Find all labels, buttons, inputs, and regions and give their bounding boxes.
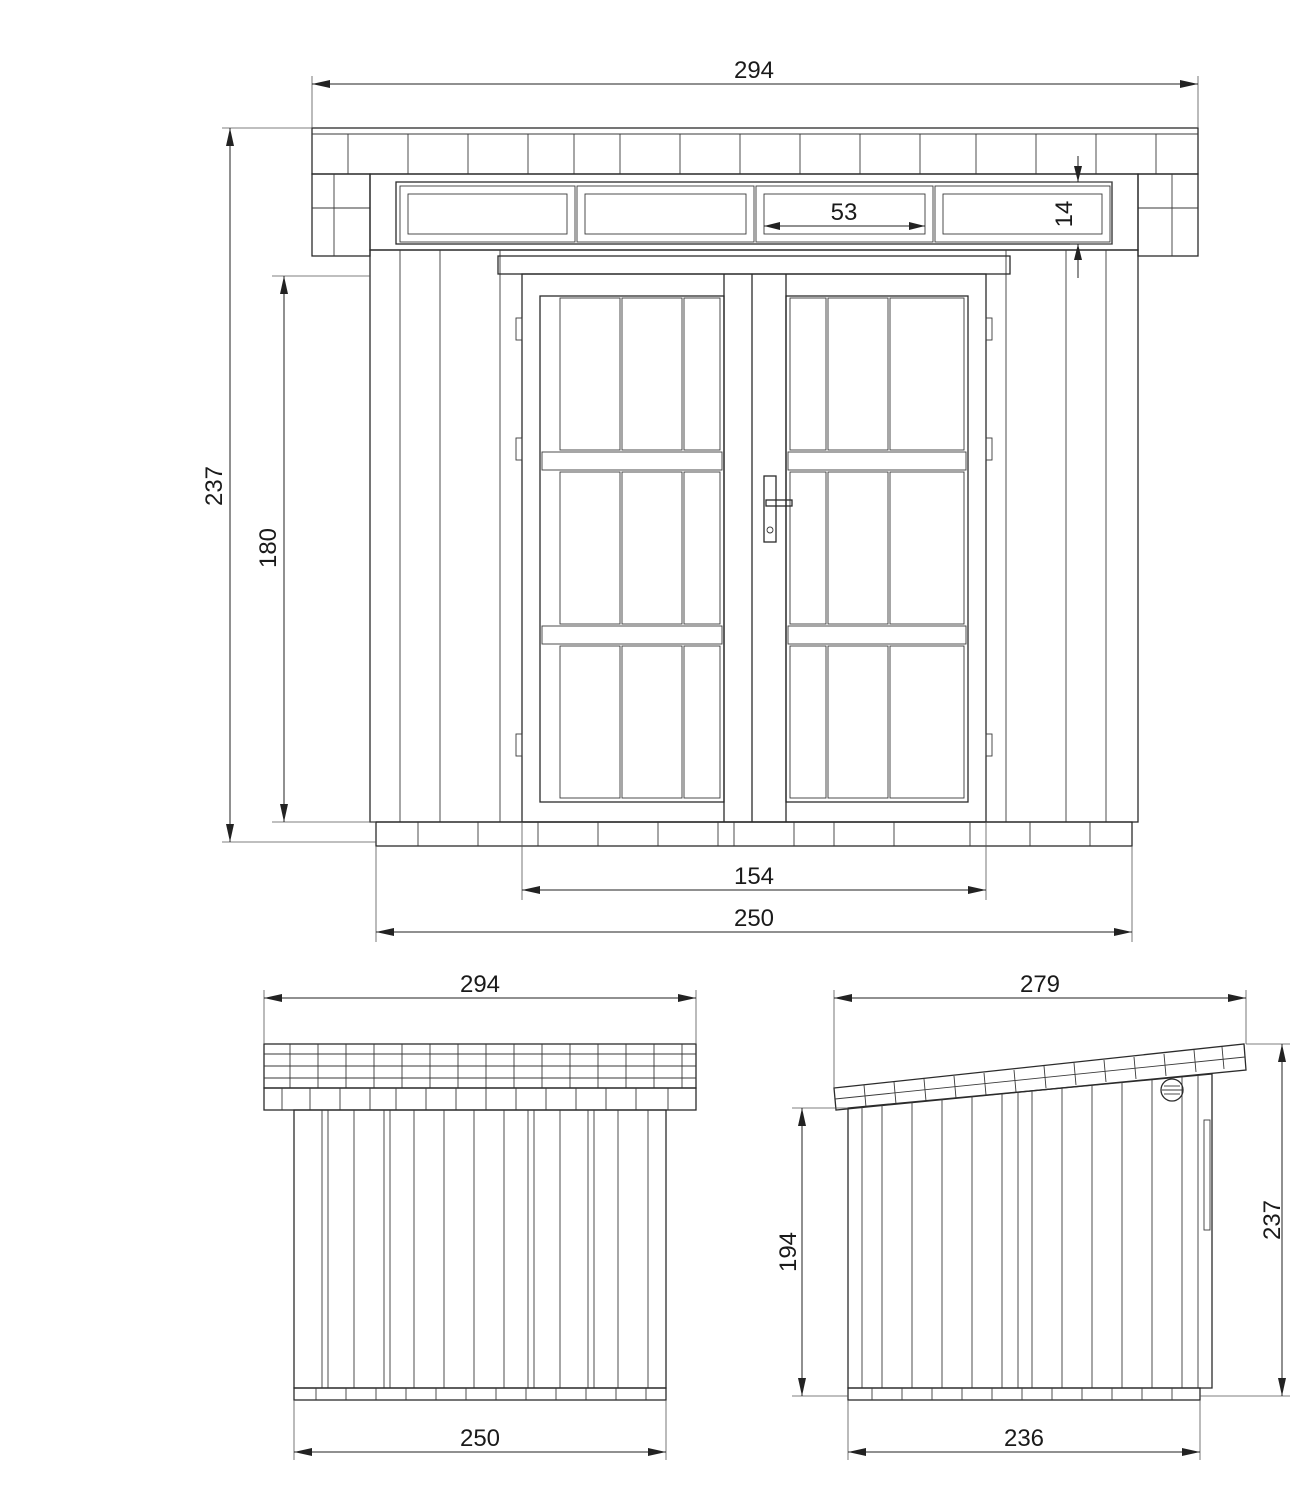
dim-label: 154 [733, 863, 775, 890]
door-header [498, 256, 1010, 274]
dim-side-overall-width [834, 971, 1246, 1002]
front-roof-fascia [312, 128, 1198, 174]
dim-label: 194 [775, 1231, 802, 1273]
dim-front-overall-height [201, 128, 234, 842]
dim-label: 237 [1259, 1199, 1286, 1241]
front-left-eave [312, 174, 370, 256]
rear-eave [264, 1088, 696, 1110]
dim-label: 294 [459, 971, 501, 998]
dim-label: 236 [1003, 1425, 1045, 1452]
front-roof-tiles [348, 134, 1156, 174]
dim-label: 53 [830, 199, 858, 226]
door-hinges-icon [516, 318, 992, 756]
dim-door-width [522, 863, 986, 894]
dim-trim-panel-width [764, 199, 925, 230]
left-door-leaf [540, 296, 724, 802]
front-base [376, 822, 1132, 846]
dim-rear-body-width [294, 1425, 666, 1456]
dim-label: 279 [1019, 971, 1061, 998]
dim-front-overall-width [312, 57, 1198, 88]
side-base [848, 1388, 1200, 1400]
door-frame [522, 274, 986, 822]
dim-side-body-depth [848, 1425, 1200, 1456]
dim-rear-overall-width [264, 971, 696, 1002]
front-view [201, 57, 1198, 942]
dim-label: 250 [733, 905, 775, 932]
front-wall [370, 250, 1138, 822]
rear-view [264, 971, 696, 1460]
rear-wall-boards [322, 1110, 648, 1388]
rear-base [294, 1388, 666, 1400]
dim-side-low-height [775, 1108, 806, 1396]
side-wall [848, 1074, 1212, 1388]
rear-roof-tiles [264, 1044, 696, 1088]
dim-front-body-width [376, 905, 1132, 936]
dim-side-high-height [1259, 1044, 1286, 1396]
dim-label: 250 [459, 1425, 501, 1452]
front-right-eave [1138, 174, 1198, 256]
front-wall-boards [400, 250, 1106, 822]
vent-icon [1161, 1079, 1183, 1101]
side-wall-boards [862, 1075, 1198, 1388]
dim-label: 180 [255, 527, 282, 569]
front-trim-panels [400, 186, 1110, 242]
side-view [775, 971, 1290, 1460]
rear-wall [294, 1110, 666, 1388]
dim-front-wall-height [255, 276, 288, 822]
door-handle-icon [764, 476, 792, 542]
dim-label: 237 [201, 465, 228, 507]
dim-label: 294 [733, 57, 775, 84]
right-door-leaf [786, 296, 968, 802]
dim-label: 14 [1051, 200, 1078, 228]
side-door-edge [1204, 1120, 1210, 1230]
